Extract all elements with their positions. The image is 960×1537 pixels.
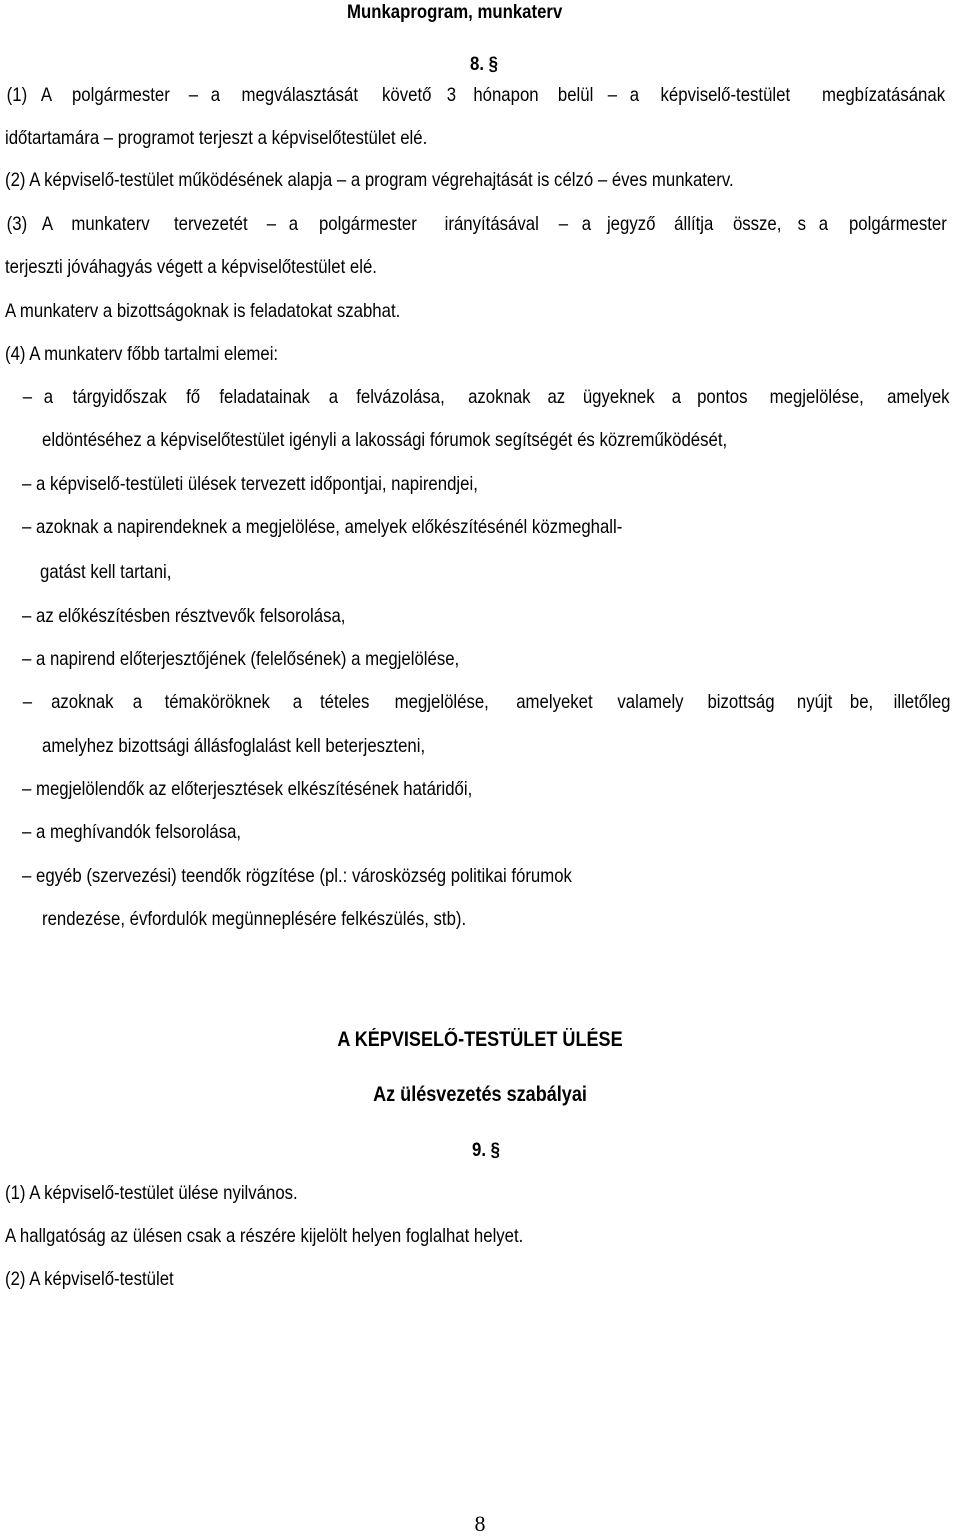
s8-p3-line3: A munkaterv a bizottságoknak is feladatokat szabhat.	[5, 300, 401, 322]
word: a	[819, 213, 829, 235]
s8-item-8: – a meghívandók felsorolása,	[22, 821, 242, 843]
s8-p3-line1	[5, 212, 955, 236]
chapter-subheading: Az ülésvezetés szabályai	[373, 1083, 587, 1106]
word: nyújt	[796, 691, 833, 713]
word: –	[558, 213, 569, 235]
s8-item-1-line2: eldöntéséhez a képviselőtestület igényli a lakossági fórumok segítségét és közreműködését,	[42, 429, 728, 451]
word: valamely	[617, 691, 684, 713]
word: s	[797, 213, 806, 235]
s9-p1b: A hallgatóság az ülésen csak a részére kijelölt helyen foglalhat helyet.	[5, 1225, 524, 1247]
s8-item-6-line2: amelyhez bizottsági állásfoglalást kell beterjeszteni,	[42, 735, 426, 757]
word: polgármester	[71, 84, 170, 106]
s8-item-1-line1	[22, 385, 955, 409]
word: követő	[382, 84, 432, 106]
word: ügyeknek	[583, 386, 655, 408]
word: azoknak	[467, 386, 531, 408]
s8-p4-intro: (4) A munkaterv főbb tartalmi elemei:	[5, 343, 279, 365]
s8-item-4: – az előkészítésben résztvevők felsorolása,	[22, 605, 346, 627]
word: a	[629, 84, 639, 106]
word: belül	[557, 84, 594, 106]
word: a	[292, 691, 303, 713]
word: a	[328, 386, 338, 408]
word: hónapon	[473, 84, 539, 106]
word: tételes	[320, 691, 370, 713]
word: pontos	[697, 386, 748, 408]
section-8-heading: 8. §	[470, 53, 498, 75]
word: –	[607, 84, 618, 106]
word: témaköröknek	[164, 691, 271, 713]
word: azoknak	[51, 691, 114, 713]
section-9-heading: 9. §	[472, 1139, 500, 1161]
word: az	[547, 386, 566, 408]
s8-p1-line1	[5, 83, 955, 107]
page-number: 8	[474, 1511, 486, 1536]
word: be,	[850, 691, 874, 713]
s9-p1: (1) A képviselő-testület ülése nyilvános.	[5, 1182, 298, 1204]
word: a	[210, 84, 221, 106]
s8-item-3-line1: – azoknak a napirendeknek a megjelölése, amelyek előkészítésénél közmeghall-	[22, 516, 623, 538]
word: megjelölése,	[769, 386, 864, 408]
word: polgármester	[319, 213, 417, 235]
word: irányításával	[444, 213, 539, 235]
s8-item-2: – a képviselő-testületi ülések tervezett időpontjai, napirendjei,	[22, 473, 478, 495]
word: jegyző	[607, 213, 656, 235]
word: munkaterv	[71, 213, 151, 235]
word: megjelölése,	[394, 691, 489, 713]
s8-p2: (2) A képviselő-testület működésének alapja – a program végrehajtását is célzó – éves munkaterv.	[5, 169, 734, 191]
word: képviselő-testület	[660, 84, 791, 106]
word: megbízatásának	[821, 84, 945, 106]
word: megválasztását	[241, 84, 358, 106]
word: a	[672, 386, 682, 408]
word: –	[22, 386, 33, 408]
chapter-heading: A KÉPVISELŐ-TESTÜLET ÜLÉSE	[337, 1028, 623, 1051]
word: A	[41, 213, 53, 235]
word: felvázolása,	[356, 386, 446, 408]
word: polgármester	[849, 213, 947, 235]
s8-item-7: – megjelölendők az előterjesztések elkészítésének határidői,	[22, 778, 473, 800]
s8-item-9-line2: rendezése, évfordulók megünneplésére felkészülés, stb).	[42, 908, 467, 930]
word: (1)	[6, 84, 28, 106]
s8-item-5: – a napirend előterjesztőjének (felelősének) a megjelölése,	[22, 648, 460, 670]
word: a	[44, 386, 54, 408]
word: illetőleg	[893, 691, 951, 713]
word: –	[266, 213, 276, 235]
s8-p3-line2: terjeszti jóváhagyás végett a képviselőtestület elé.	[5, 256, 377, 278]
s8-item-6-line1	[22, 690, 955, 714]
word: tárgyidőszak	[72, 386, 167, 408]
word: a	[289, 213, 299, 235]
document-title: Munkaprogram, munkaterv	[347, 1, 563, 23]
word: bizottság	[707, 691, 776, 713]
word: A	[40, 84, 52, 106]
word: feladatainak	[219, 386, 310, 408]
word: a	[132, 691, 143, 713]
word: 3	[447, 84, 457, 106]
s9-p2: (2) A képviselő-testület	[5, 1268, 174, 1290]
word: fő	[186, 386, 201, 408]
word: amelyeket	[516, 691, 593, 713]
word: amelyek	[887, 386, 950, 408]
word: –	[22, 691, 33, 713]
s8-item-9-line1: – egyéb (szervezési) teendők rögzítése (pl.: városközség politikai fórumok	[22, 865, 572, 887]
s8-p1-line2: időtartamára – programot terjeszt a képviselőtestület elé.	[5, 127, 428, 149]
word: össze,	[732, 213, 782, 235]
word: –	[189, 84, 199, 106]
word: állítja	[674, 213, 714, 235]
word: (3)	[6, 213, 28, 235]
s8-item-3-line2: gatást kell tartani,	[40, 561, 172, 583]
word: a	[581, 213, 591, 235]
word: tervezetét	[174, 213, 248, 235]
